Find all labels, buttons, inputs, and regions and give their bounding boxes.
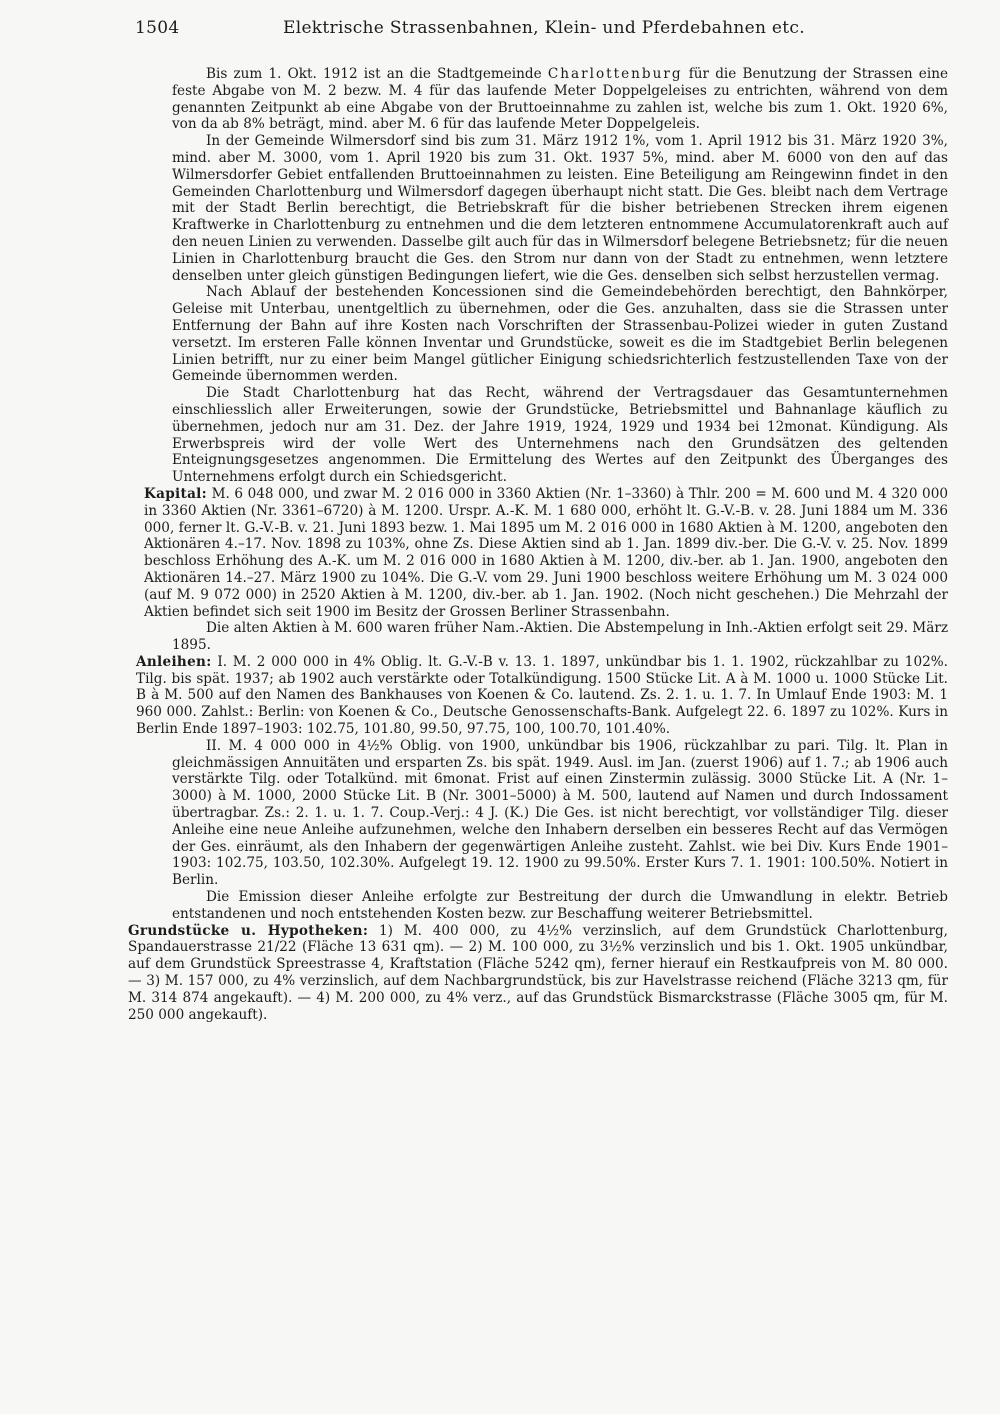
body-text	[128, 66, 948, 1406]
kapital-label: Kapital:	[144, 485, 207, 502]
grundstuecke-label: Grundstücke u. Hypotheken:	[128, 922, 369, 939]
para1-rest: für die Benutzung der Strassen eine feste Abgabe von M. 2 bezw. M. 4 für das laufende Meter Doppelgeleises zu entrichten, während von dem genannten Zeitpunkt ab eine Abgabe von der Bruttoeinnahme zu zahlen ist, welche bis zum 1. Okt. 1920 6%, von da ab 8% beträgt, mind. aber M. 6 für das laufende Meter Doppelgeleis.	[172, 66, 948, 133]
city-name-charlottenburg: Charlottenburg	[547, 66, 683, 82]
kapital-note: Die alten Aktien à M. 600 waren früher Nam.-Aktien. Die Abstempelung in Inh.-Aktien erfolgt seit 29. März 1895.	[172, 620, 948, 654]
anleihen-label: Anleihen:	[136, 653, 212, 670]
anleihen-text-3: Die Emission dieser Anleihe erfolgte zur Bestreitung der durch die Umwandlung in elektr. Betrieb entstandenen und noch entstehenden Kosten bezw. zur Beschaffung weiterer Betriebsmittel.	[172, 889, 948, 922]
page-header	[135, 18, 955, 46]
para1-start: Bis zum 1. Okt. 1912 ist an die Stadtgemeinde	[206, 66, 542, 82]
anleihen-text-2: II. M. 4 000 000 in 4½% Oblig. von 1900, unkündbar bis 1906, rückzahlbar zu pari. Tilg. lt. Plan in gleichmässigen Annuitäten und ersparten Zs. bis spät. 1949. Ausl. im Jan. (zuerst 1906) auf 1. 7.; ab 1906 auch verstärkte Tilg. oder Totalkünd. mit 6monat. Frist auf einen Zinstermin zulässig. 3000 Stücke Lit. A (Nr. 1–3000) à M. 1000, 2000 Stücke Lit. B (Nr. 3001–5000) à M. 500, lautend auf Namen und durch Indossament übertragbar. Zs.: 2. 1. u. 1. 7. Coup.-Verj.: 4 J. (K.) Die Ges. ist nicht berechtigt, vor vollständiger Tilg. dieser Anleihe eine neue Anleihe aufzunehmen, welche den Inhabern derselben ein besseres Recht auf das Vermögen der Ges. einräumt, als den Inhabern der gegenwärtigen Anleihe zusteht. Zahlst. wie bei Div. Kurs Ende 1901–1903: 102.75, 103.50, 102.30%. Aufgelegt 19. 12. 1900 zu 99.50%. Erster Kurs 7. 1. 1901: 100.50%. Notiert in Berlin.	[172, 737, 948, 889]
section-anleihen	[136, 654, 948, 738]
section-grundstuecke	[128, 923, 948, 1024]
paragraph-concession-expiry: Nach Ablauf der bestehenden Koncessionen sind die Gemeindebehörden berechtigt, den Bahnkörper, Geleise mit Unterbau, unentgeltlich zu übernehmen, oder die Ges. anzuhalten, dass sie die Strassen unter Entfernung der Bahn auf ihre Kosten nach Vorschriften der Strassenbau-Polizei wieder in guten Zustand versetzt. Im ersteren Falle können Inventar und Grundstücke, soweit es die im Stadtgebiet Berlin belegenen Linien betrifft, nur zu einer beim Mangel gütlicher Einigung schiedsrichterlich festzustellenden Taxe von der Gemeinde übernommen werden.	[172, 284, 948, 385]
paragraph-wilmersdorf: In der Gemeinde Wilmersdorf sind bis zum 31. März 1912 1%, vom 1. April 1912 bis 31. März 1920 3%, mind. aber M. 3000, vom 1. April 1920 bis zum 31. Okt. 1937 5%, mind. aber M. 6000 von den auf das Wilmersdorfer Gebiet entfallenden Bruttoeinnahmen zu leisten. Eine Beteiligung am Reingewinn findet in den Gemeinden Charlottenburg und Wilmersdorf dagegen überhaupt nicht statt. Die Ges. bleibt nach dem Vertrage mit der Stadt Berlin berechtigt, die Betriebskraft für die bisher betriebenen Strecken ihrem eigenen Kraftwerke in Charlottenburg zu entnehmen und die dem letzteren entnommene Accumulatorenkraft auch auf den neuen Linien zu verwenden. Dasselbe gilt auch für das in Wilmersdorf belegene Betriebsnetz; für die neuen Linien in Charlottenburg braucht die Ges. den Strom nur dann von der Stadt zu entnehmen, wenn letztere denselben unter gleich günstigen Bedingungen liefert, wie die Ges. denselben sich selbst herzustellen vermag.	[172, 133, 948, 284]
anleihen-text-1: I. M. 2 000 000 in 4% Oblig. lt. G.-V.-B v. 13. 1. 1897, unkündbar bis 1. 1. 1902, rückzahlbar zu 102%. Tilg. bis spät. 1937; ab 1902 auch verstärkte oder Totalkündigung. 1500 Stücke Lit. A à M. 1000 u. 1000 Stücke Lit. B à M. 500 auf den Namen des Bankhauses von Koenen & Co. lautend. Zs. 2. 1. u. 1. 7. In Umlauf Ende 1903: M. 1 960 000. Zahlst.: Berlin: von Koenen & Co., Deutsche Genossenschafts-Bank. Aufgelegt 22. 6. 1897 zu 102%. Kurs in Berlin Ende 1897–1903: 102.75, 101.80, 99.50, 97.75, 100, 100.70, 101.40%.	[136, 653, 948, 738]
paragraph-charlottenburg-levy	[172, 66, 948, 133]
running-title: Elektrische Strassenbahnen, Klein- und Pferdebahnen etc.	[283, 18, 805, 38]
section-kapital	[144, 486, 948, 620]
grundstuecke-text: 1) M. 400 000, zu 4½% verzinslich, auf dem Grundstück Charlottenburg, Spandauerstrasse 21/22 (Fläche 13 631 qm). — 2) M. 100 000, zu 3½% verzinslich und bis 1. Okt. 1905 unkündbar, auf dem Grundstück Spreestrasse 4, Kraftstation (Fläche 5242 qm), ferner hierauf ein Restkaufpreis von M. 80 000. — 3) M. 157 000, zu 4% verzinslich, auf dem Nachbargrundstück, bis zur Havelstrasse reichend (Fläche 3213 qm, für M. 314 874 angekauft). — 4) M. 200 000, zu 4% verz., auf das Grundstück Bismarckstrasse (Fläche 3005 qm, für M. 250 000 angekauft).	[128, 922, 948, 1023]
kapital-text: M. 6 048 000, und zwar M. 2 016 000 in 3360 Aktien (Nr. 1–3360) à Thlr. 200 = M. 600 und M. 4 320 000 in 3360 Aktien (Nr. 3361–6720) à M. 1200. Urspr. A.-K. M. 1 680 000, erhöht lt. G.-V.-B. v. 28. Juni 1884 um M. 336 000, ferner lt. G.-V.-B. v. 21. Juni 1893 bezw. 1. Mai 1895 um M. 2 016 000 in 1680 Aktien à M. 1200, angeboten den Aktionären 4.–17. Nov. 1898 zu 103%, ohne Zs. Diese Aktien sind ab 1. Jan. 1899 div.-ber. Die G.-V. v. 25. Nov. 1899 beschloss Erhöhung des A.-K. um M. 2 016 000 in 1680 Aktien à M. 1200, div.-ber. ab 1. Jan. 1900, angeboten den Aktionären 14.–27. März 1900 zu 104%. Die G.-V. vom 29. Juni 1900 beschloss weitere Erhöhung um M. 3 024 000 (auf M. 9 072 000) in 2520 Aktien à M. 1200, div.-ber. ab 1. Jan. 1902. (Noch nicht geschehen.) Die Mehrzahl der Aktien befindet sich seit 1900 im Besitz der Grossen Berliner Strassenbahn.	[144, 485, 948, 620]
paragraph-purchase-right: Die Stadt Charlottenburg hat das Recht, während der Vertragsdauer das Gesamtunternehmen einschliesslich aller Erweiterungen, sowie der Grundstücke, Betriebsmittel und Bahnanlage käuflich zu übernehmen, jedoch nur am 31. Dez. der Jahre 1919, 1924, 1929 und 1934 bei 12monat. Kündigung. Als Erwerbspreis wird der volle Wert des Unternehmens nach den Grundsätzen des geltenden Enteignungsgesetzes angenommen. Die Ermittelung des Wertes auf den Zeitpunkt des Überganges des Unternehmens erfolgt durch ein Schiedsgericht.	[172, 385, 948, 486]
page-number: 1504	[135, 18, 180, 38]
